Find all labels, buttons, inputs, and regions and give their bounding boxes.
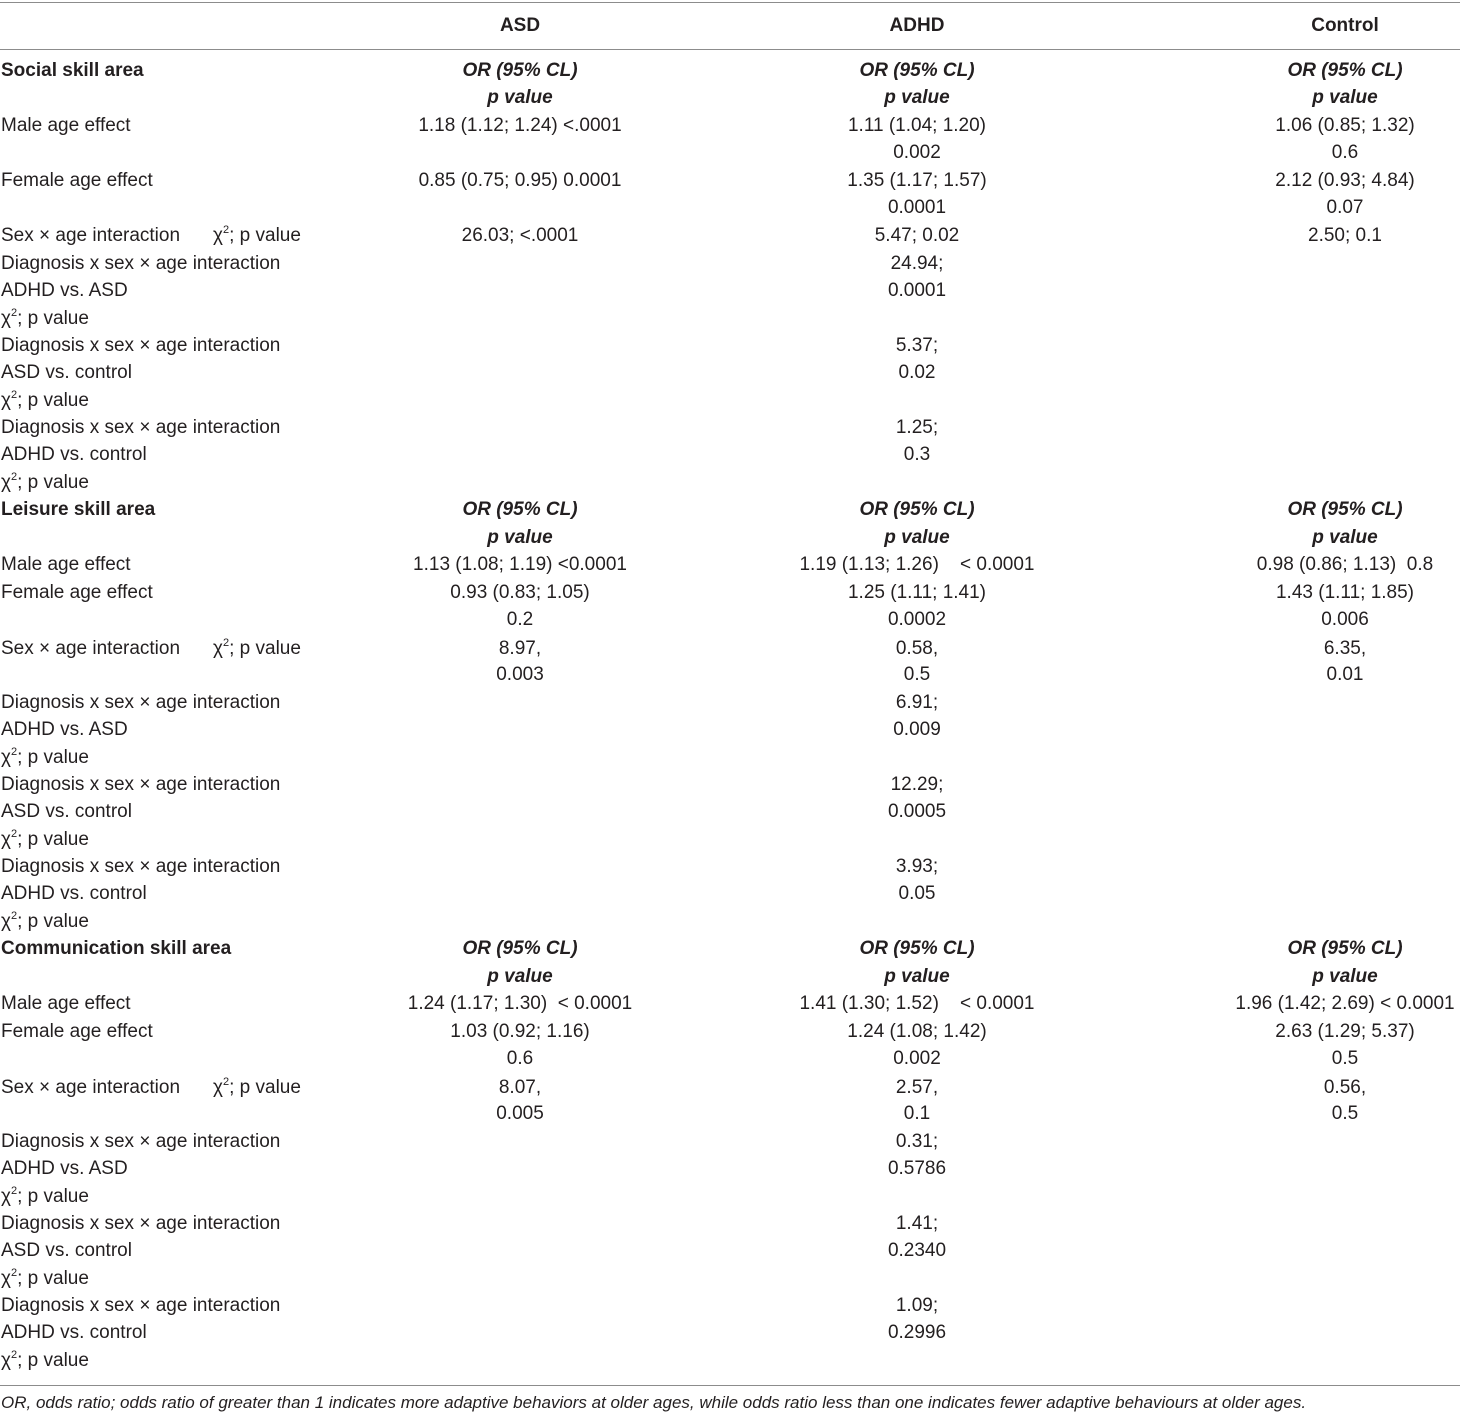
row-label-asd-vs-control: ASD vs. control	[1, 801, 132, 822]
cell-asd-female: 0.93 (0.83; 1.05)	[450, 582, 590, 603]
chi-p-label: $\chi^2$; p value	[213, 636, 301, 659]
p-label: p value	[487, 527, 553, 548]
p-label: p value	[884, 87, 950, 108]
cell-asd-sexage: 8.07,	[498, 1077, 542, 1098]
row-label-adhd-vs-asd: ADHD vs. ASD	[1, 280, 128, 301]
cell-asd-female-p: 0.2	[506, 609, 534, 630]
p-label: p value	[1312, 527, 1378, 548]
cell-adhd-male-p: 0.002	[893, 142, 941, 163]
cell-adhd-male: 1.11 (1.04; 1.20)	[847, 115, 987, 136]
cell-control-male: 0.98 (0.86; 1.13) 0.8	[1256, 554, 1434, 575]
row-label-diag: Diagnosis x sex × age interaction	[1, 335, 281, 356]
cell-adhd-female-p: 0.0002	[887, 609, 947, 630]
chi-p-label: $\chi^2$; p value	[213, 1075, 301, 1098]
table-bottom-rule	[0, 1385, 1460, 1386]
table-footnote: OR, odds ratio; odds ratio of greater than 1 indicates more adaptive behaviors at older ages, while odds ratio less than one indicates fewer adaptive behaviours at older ages.	[1, 1393, 1307, 1412]
row-label-chi-p: $\chi^2$; p value	[1, 1184, 89, 1207]
cell-diag-adhd-control: 3.93;	[895, 856, 939, 877]
cell-diag-adhd-asd: 6.91;	[895, 692, 939, 713]
cell-diag-adhd-control-p: 0.05	[898, 883, 936, 904]
row-label-sex-age	[1, 1074, 361, 1101]
row-label-adhd-vs-asd: ADHD vs. ASD	[1, 1158, 128, 1179]
section-title: Communication skill area	[1, 938, 232, 959]
cell-diag-asd-control-p: 0.02	[898, 362, 936, 383]
cell-diag-asd-control-p: 0.0005	[887, 801, 947, 822]
row-label-diag: Diagnosis x sex × age interaction	[1, 1295, 281, 1316]
row-label-chi-p: $\chi^2$; p value	[1, 745, 89, 768]
section-title: Leisure skill area	[1, 499, 156, 520]
column-header-control: Control	[1311, 15, 1379, 36]
or-label: OR (95% CL)	[1287, 499, 1403, 520]
cell-asd-female-p: 0.6	[506, 1048, 534, 1069]
cell-control-male-p: 0.6	[1331, 142, 1359, 163]
row-label-chi-p: $\chi^2$; p value	[1, 306, 89, 329]
row-label-chi-p: $\chi^2$; p value	[1, 909, 89, 932]
p-label: p value	[884, 966, 950, 987]
sex-age-label: Sex × age interaction	[1, 225, 181, 246]
row-label-diag: Diagnosis x sex × age interaction	[1, 417, 281, 438]
cell-control-sexage: 0.56,	[1323, 1077, 1367, 1098]
cell-asd-sexage: 26.03; <.0001	[461, 225, 579, 246]
cell-adhd-female: 1.24 (1.08; 1.42)	[847, 1021, 987, 1042]
row-label-male-age: Male age effect	[1, 115, 131, 136]
cell-control-female-p: 0.006	[1321, 609, 1369, 630]
row-label-chi-p: $\chi^2$; p value	[1, 470, 89, 493]
cell-adhd-sexage-p: 0.5	[903, 664, 931, 685]
row-label-chi-p: $\chi^2$; p value	[1, 1266, 89, 1289]
cell-adhd-female: 1.35 (1.17; 1.57)	[847, 170, 987, 191]
cell-diag-adhd-asd-p: 0.0001	[887, 280, 947, 301]
cell-adhd-sexage-p: 0.1	[903, 1103, 931, 1124]
or-label: OR (95% CL)	[462, 938, 578, 959]
p-label: p value	[1312, 87, 1378, 108]
cell-asd-male: 1.24 (1.17; 1.30) < 0.0001	[407, 993, 633, 1014]
row-label-diag: Diagnosis x sex × age interaction	[1, 253, 281, 274]
chi-p-label: $\chi^2$; p value	[213, 223, 301, 246]
cell-diag-asd-control: 5.37;	[895, 335, 939, 356]
cell-control-female-p: 0.07	[1326, 197, 1364, 218]
cell-diag-adhd-control: 1.09;	[895, 1295, 939, 1316]
sex-age-label: Sex × age interaction	[1, 638, 181, 659]
cell-control-sexage-p: 0.5	[1331, 1103, 1359, 1124]
cell-asd-female: 0.85 (0.75; 0.95) 0.0001	[418, 170, 622, 191]
cell-asd-male: 1.13 (1.08; 1.19) <0.0001	[413, 554, 627, 575]
cell-diag-asd-control-p: 0.2340	[887, 1240, 947, 1261]
or-label: OR (95% CL)	[859, 499, 975, 520]
row-label-asd-vs-control: ASD vs. control	[1, 1240, 132, 1261]
p-label: p value	[487, 87, 553, 108]
or-label: OR (95% CL)	[1287, 938, 1403, 959]
cell-asd-male: 1.18 (1.12; 1.24) <.0001	[418, 115, 622, 136]
or-label: OR (95% CL)	[462, 499, 578, 520]
cell-control-male: 1.96 (1.42; 2.69) < 0.0001	[1235, 993, 1455, 1014]
cell-asd-sexage: 8.97,	[498, 638, 542, 659]
cell-asd-sexage-p: 0.003	[496, 664, 544, 685]
row-label-diag: Diagnosis x sex × age interaction	[1, 1213, 281, 1234]
row-label-chi-p: $\chi^2$; p value	[1, 1348, 89, 1371]
row-label-adhd-vs-control: ADHD vs. control	[1, 883, 147, 904]
cell-control-female: 2.63 (1.29; 5.37)	[1275, 1021, 1415, 1042]
cell-adhd-female-p: 0.0001	[887, 197, 947, 218]
row-label-diag: Diagnosis x sex × age interaction	[1, 774, 281, 795]
cell-adhd-female: 1.25 (1.11; 1.41)	[847, 582, 987, 603]
table-top-rule	[0, 2, 1460, 3]
sex-age-label: Sex × age interaction	[1, 1077, 181, 1098]
cell-control-male: 1.06 (0.85; 1.32)	[1275, 115, 1415, 136]
cell-adhd-sexage: 2.57,	[895, 1077, 939, 1098]
row-label-adhd-vs-control: ADHD vs. control	[1, 444, 147, 465]
cell-control-sexage-p: 0.01	[1326, 664, 1364, 685]
row-label-adhd-vs-asd: ADHD vs. ASD	[1, 719, 128, 740]
cell-control-sexage: 6.35,	[1323, 638, 1367, 659]
row-label-chi-p: $\chi^2$; p value	[1, 827, 89, 850]
row-label-female-age: Female age effect	[1, 1021, 153, 1042]
row-label-chi-p: $\chi^2$; p value	[1, 388, 89, 411]
row-label-female-age: Female age effect	[1, 170, 153, 191]
cell-adhd-sexage: 0.58,	[895, 638, 939, 659]
row-label-male-age: Male age effect	[1, 993, 131, 1014]
cell-asd-female: 1.03 (0.92; 1.16)	[450, 1021, 590, 1042]
cell-adhd-male: 1.41 (1.30; 1.52) < 0.0001	[799, 993, 1035, 1014]
or-label: OR (95% CL)	[859, 938, 975, 959]
cell-control-female-p: 0.5	[1331, 1048, 1359, 1069]
column-header-asd: ASD	[499, 15, 541, 36]
or-label: OR (95% CL)	[1287, 60, 1403, 81]
p-label: p value	[487, 966, 553, 987]
cell-adhd-female-p: 0.002	[893, 1048, 941, 1069]
row-label-female-age: Female age effect	[1, 582, 153, 603]
cell-diag-asd-control: 1.41;	[895, 1213, 939, 1234]
cell-control-female: 2.12 (0.93; 4.84)	[1275, 170, 1415, 191]
row-label-sex-age	[1, 635, 361, 662]
cell-diag-asd-control: 12.29;	[890, 774, 944, 795]
row-label-male-age: Male age effect	[1, 554, 131, 575]
row-label-sex-age	[1, 222, 361, 249]
cell-control-female: 1.43 (1.11; 1.85)	[1275, 582, 1415, 603]
row-label-adhd-vs-control: ADHD vs. control	[1, 1322, 147, 1343]
row-label-diag: Diagnosis x sex × age interaction	[1, 856, 281, 877]
or-label: OR (95% CL)	[859, 60, 975, 81]
column-header-adhd: ADHD	[889, 15, 945, 36]
cell-adhd-male: 1.19 (1.13; 1.26) < 0.0001	[799, 554, 1035, 575]
row-label-diag: Diagnosis x sex × age interaction	[1, 692, 281, 713]
cell-diag-adhd-asd-p: 0.009	[893, 719, 941, 740]
cell-control-sexage: 2.50; 0.1	[1308, 225, 1382, 246]
cell-diag-adhd-control: 1.25;	[895, 417, 939, 438]
cell-diag-adhd-asd: 24.94;	[890, 253, 944, 274]
table-header-rule	[0, 49, 1460, 50]
section-title: Social skill area	[1, 60, 144, 81]
cell-adhd-sexage: 5.47; 0.02	[874, 225, 960, 246]
cell-diag-adhd-control-p: 0.2996	[887, 1322, 947, 1343]
or-label: OR (95% CL)	[462, 60, 578, 81]
cell-diag-adhd-asd: 0.31;	[895, 1131, 939, 1152]
cell-asd-sexage-p: 0.005	[496, 1103, 544, 1124]
p-label: p value	[884, 527, 950, 548]
row-label-asd-vs-control: ASD vs. control	[1, 362, 132, 383]
cell-diag-adhd-control-p: 0.3	[903, 444, 931, 465]
row-label-diag: Diagnosis x sex × age interaction	[1, 1131, 281, 1152]
cell-diag-adhd-asd-p: 0.5786	[887, 1158, 947, 1179]
p-label: p value	[1312, 966, 1378, 987]
